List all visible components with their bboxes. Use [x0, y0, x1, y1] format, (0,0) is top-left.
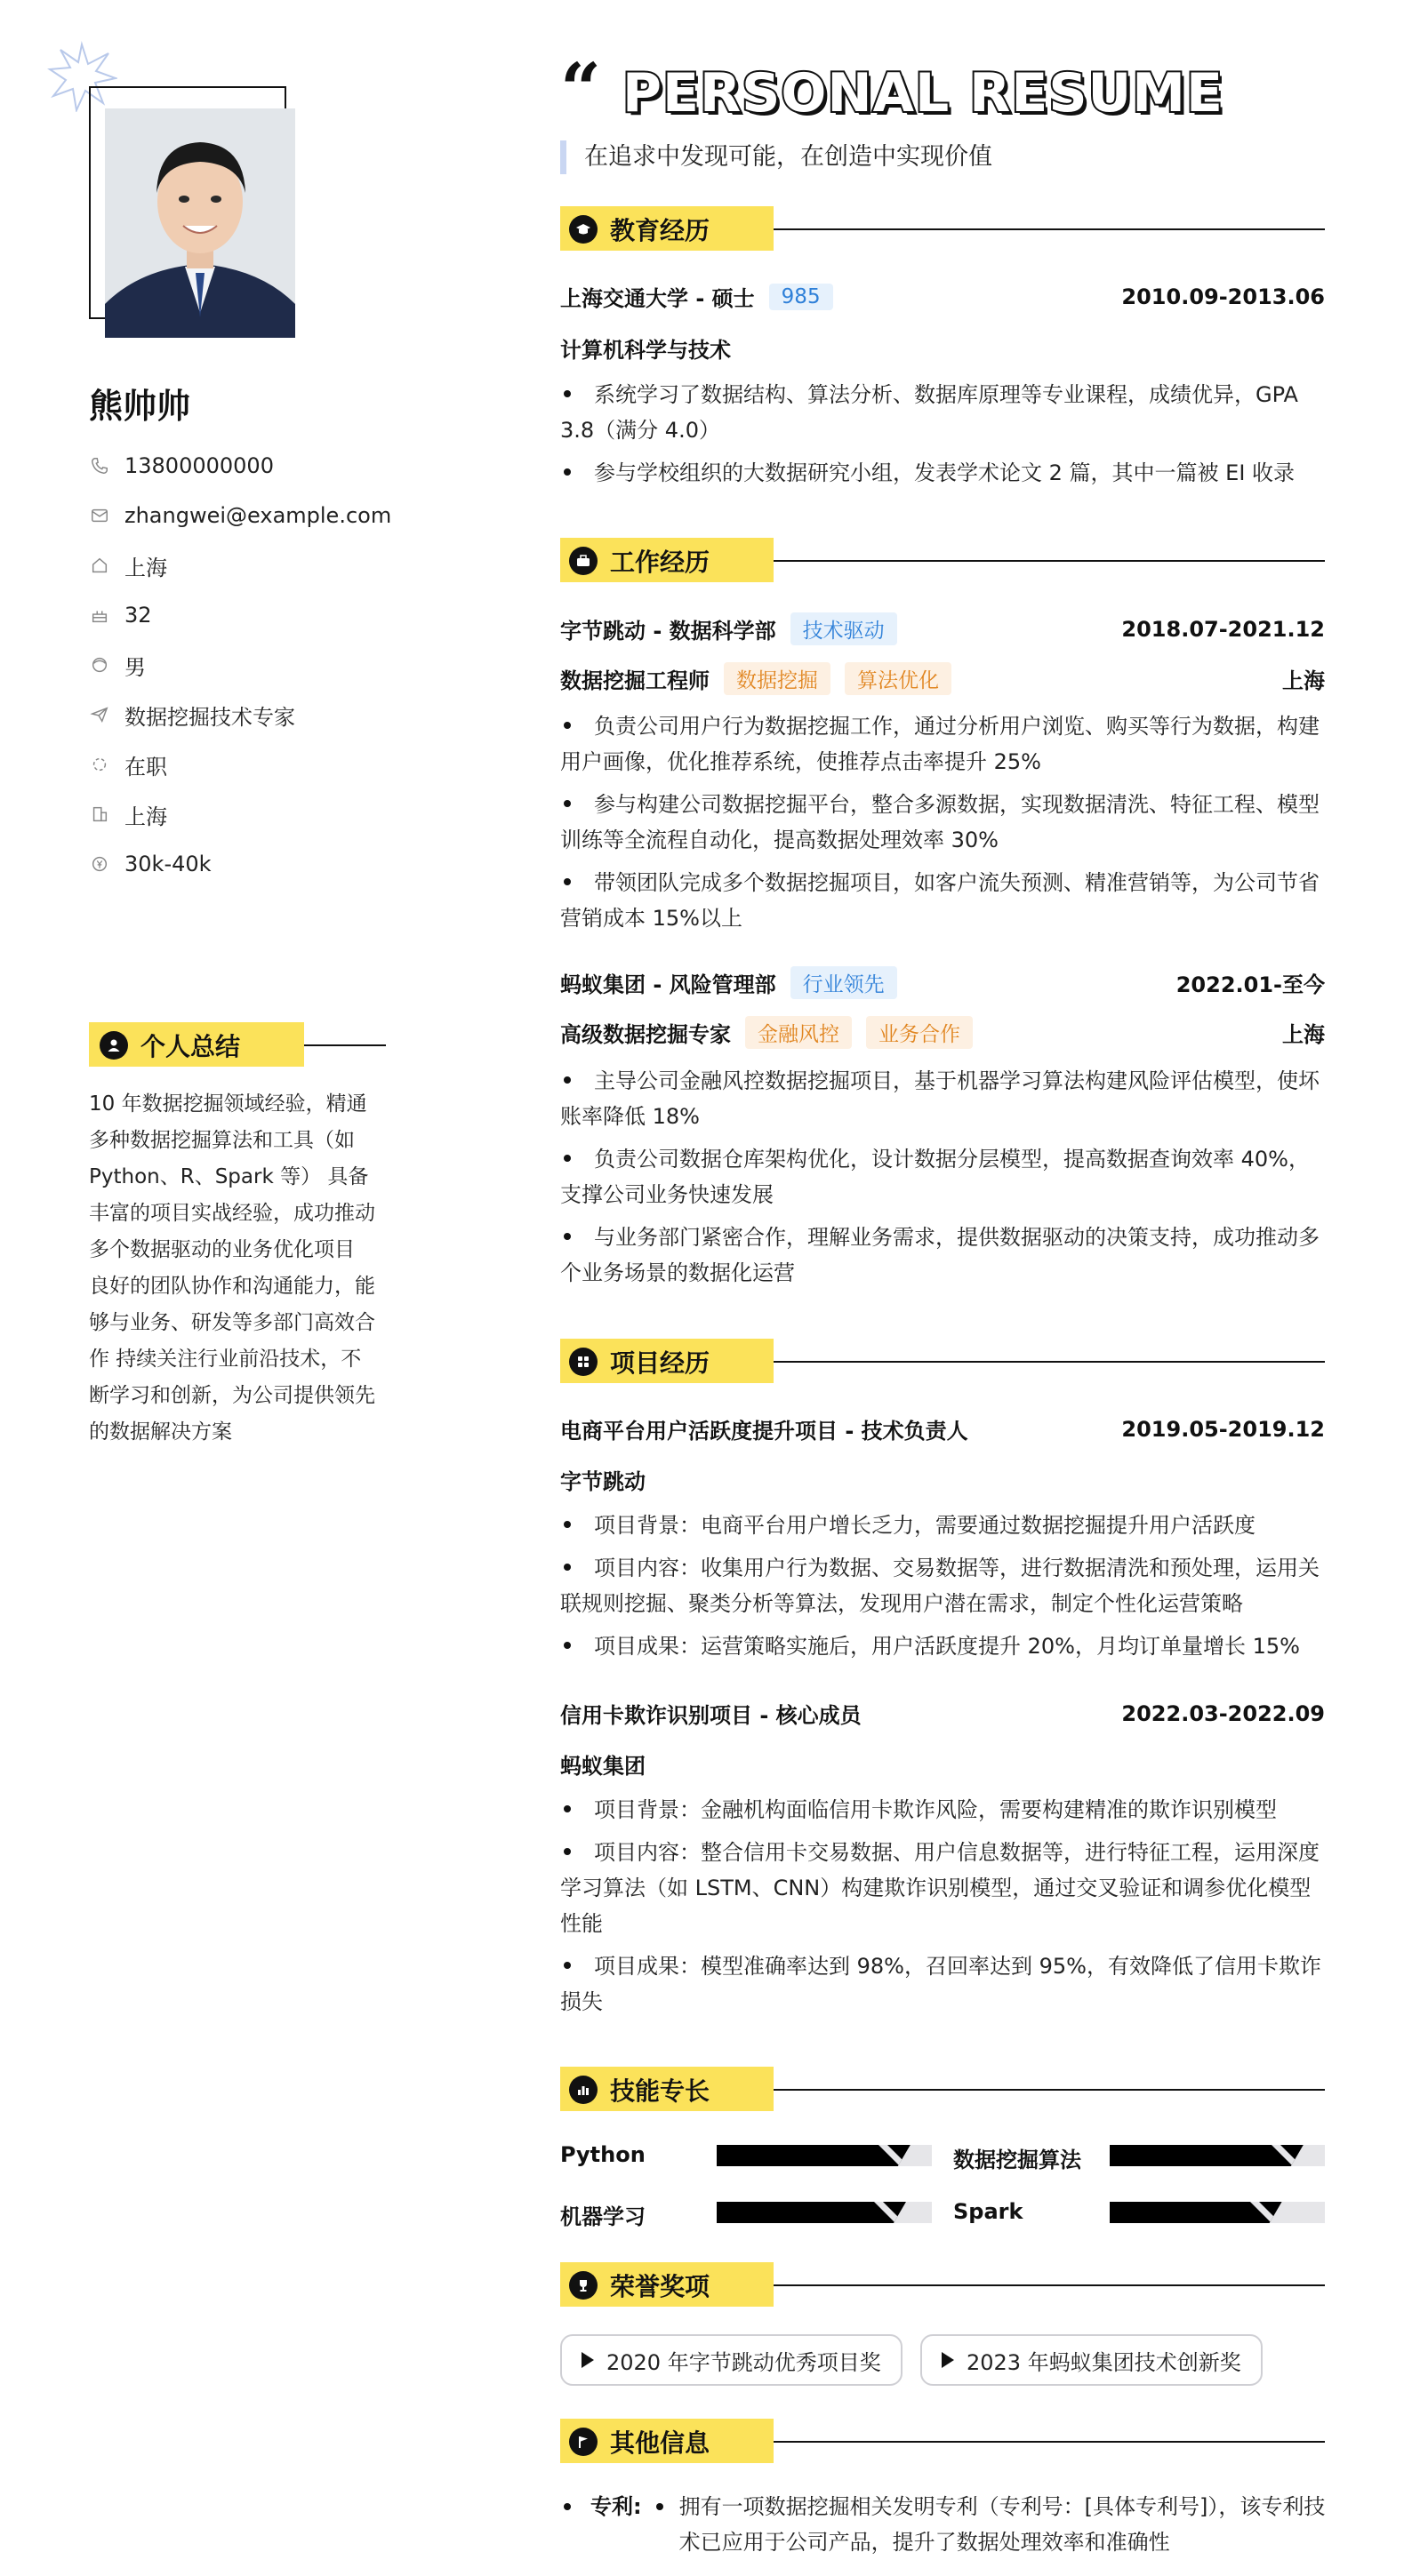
school-tag: 985 — [769, 284, 833, 310]
graduation-cap-icon — [569, 215, 598, 244]
work-section-header — [560, 538, 1325, 582]
job-2-city: 上海 — [1282, 1022, 1325, 1047]
list-item: 项目内容：收集用户行为数据、交易数据等，进行数据清洗和预处理，运用关联规则挖掘、聚类分析等算法，发现用户潜在需求，制定个性化运营策略 — [560, 1556, 1320, 1616]
job-2-tag: 行业领先 — [790, 966, 897, 999]
skill-1-fill — [717, 2145, 911, 2166]
list-item: 带领团队完成多个数据挖掘项目，如客户流失预测、精准营销等，为公司节省营销成本 15%以上 — [560, 870, 1320, 931]
list-item: 项目背景：金融机构面临信用卡欺诈风险，需要构建精准的欺诈识别模型 — [560, 1792, 1327, 1828]
project-1-bullets — [560, 1508, 1327, 1671]
yen-icon — [89, 853, 110, 875]
info-phone — [89, 441, 391, 491]
project-1-header — [560, 1413, 1325, 1444]
skill-1-name: Python — [560, 2142, 646, 2167]
project-2-date: 2022.03-2022.09 — [1121, 1700, 1325, 1726]
project-2-org: 蚂蚁集团 — [560, 1754, 646, 1779]
job-2-skill-2: 业务合作 — [866, 1016, 973, 1049]
list-item: 项目背景：电商平台用户增长乏力，需要通过数据挖掘提升用户活跃度 — [560, 1508, 1327, 1543]
job-2-role-row — [560, 1016, 1325, 1049]
briefcase-icon — [569, 547, 598, 575]
job-1-bullets — [560, 708, 1327, 943]
person-icon — [89, 654, 110, 676]
school-name: 上海交通大学 - 硕士 — [560, 286, 755, 311]
education-major: 计算机科学与技术 — [560, 338, 731, 363]
candidate-name: 熊帅帅 — [89, 387, 191, 426]
status-text: 在职 — [124, 754, 167, 780]
projects-section-header — [560, 1339, 1325, 1383]
skill-3-bar — [717, 2202, 932, 2223]
list-item: 负责公司用户行为数据挖掘工作，通过分析用户浏览、购买等行为数据，构建用户画像，优化推荐系统，使推荐点击率提升 25% — [560, 714, 1320, 774]
other-text: 拥有一项数据挖掘相关发明专利（专利号：[具体专利号]），该专利技术已应用于公司产品，提升了数据处理效率和准确性 — [678, 2494, 1326, 2555]
age-text: 32 — [124, 603, 152, 628]
skill-2-fill — [1110, 2145, 1304, 2166]
skills-section-header — [560, 2067, 1325, 2111]
cake-icon — [89, 604, 110, 626]
job-1-tag: 技术驱动 — [790, 612, 897, 645]
job-1-skill-1: 数据挖掘 — [724, 662, 830, 695]
city-text: 上海 — [124, 555, 167, 580]
profile-photo — [105, 108, 295, 338]
education-section-header — [560, 206, 1325, 251]
job-2-bullets — [560, 1063, 1327, 1298]
info-position — [89, 690, 391, 740]
phone-text: 13800000000 — [124, 453, 274, 478]
skill-2-name: 数据挖掘算法 — [953, 2148, 1081, 2172]
mail-icon — [89, 505, 110, 526]
contact-info — [89, 441, 391, 889]
other-title: 其他信息 — [610, 2428, 710, 2458]
motto: 在追求中发现可能，在创造中实现价值 — [560, 140, 992, 174]
info-email — [89, 491, 391, 540]
skill-1-bar — [717, 2145, 932, 2166]
award-1: 2020 年字节跳动优秀项目奖 — [560, 2334, 903, 2386]
awards-title: 荣誉奖项 — [610, 2272, 710, 2301]
summary-section-header — [89, 1022, 386, 1067]
other-info — [560, 2489, 1327, 2560]
award-2: 2023 年蚂蚁集团技术创新奖 — [920, 2334, 1263, 2386]
work-title: 工作经历 — [610, 548, 710, 577]
user-icon — [100, 1031, 128, 1060]
job-1-skill-2: 算法优化 — [845, 662, 951, 695]
list-item: 与业务部门紧密合作，理解业务需求，提供数据驱动的决策支持，成功推动多个业务场景的数据化运营 — [560, 1225, 1320, 1285]
gender-text: 男 — [124, 654, 146, 680]
projects-title: 项目经历 — [610, 1348, 710, 1378]
grid-icon — [569, 1348, 598, 1376]
resume-title: PERSONAL RESUME — [622, 62, 1223, 124]
skill-4-name: Spark — [953, 2199, 1023, 2224]
job-2-role: 高级数据挖掘专家 — [560, 1022, 731, 1047]
job-2-skill-1: 金融风控 — [745, 1016, 852, 1049]
education-title: 教育经历 — [610, 216, 710, 245]
info-work-city — [89, 789, 391, 839]
skill-3-name: 机器学习 — [560, 2204, 646, 2229]
job-2-header — [560, 966, 1325, 999]
info-status — [89, 740, 391, 789]
send-icon — [89, 704, 110, 725]
job-2-date: 2022.01-至今 — [1175, 972, 1325, 997]
project-1-name: 电商平台用户活跃度提升项目 - 技术负责人 — [560, 1419, 968, 1444]
list-item: 项目成果：模型准确率达到 98%，召回率达到 95%，有效降低了信用卡欺诈损失 — [560, 1954, 1321, 2014]
trophy-icon — [569, 2271, 598, 2300]
list-item: 项目成果：运营策略实施后，用户活跃度提升 20%，月均订单量增长 15% — [560, 1628, 1327, 1664]
summary-text: 10 年数据挖掘领域经验，精通多种数据挖掘算法和工具（如 Python、R、Spark 等） 具备丰富的项目实战经验，成功推动多个数据驱动的业务优化项目 良好的团队协作和沟通能力，能够与业务、研发等多部门高效合作 持续关注行业前沿技术，不断学习和创新，为公司提供领先的数据解决方案 — [89, 1092, 375, 1444]
skills-title: 技能专长 — [610, 2076, 710, 2106]
job-1-company: 字节跳动 - 数据科学部 — [560, 619, 776, 644]
project-2-name: 信用卡欺诈识别项目 - 核心成员 — [560, 1703, 862, 1728]
project-1-org: 字节跳动 — [560, 1469, 646, 1494]
other-label: 专利: — [590, 2494, 642, 2519]
work-city-text: 上海 — [124, 804, 167, 829]
project-2-bullets — [560, 1792, 1327, 2027]
job-2-company: 蚂蚁集团 - 风险管理部 — [560, 972, 776, 997]
education-row — [560, 281, 1325, 312]
quote-mark-icon: “ — [560, 47, 602, 131]
list-item: 项目内容：整合信用卡交易数据、用户信息数据等，进行特征工程，运用深度学习算法（如 LSTM、CNN）构建欺诈识别模型，通过交叉验证和调参优化模型性能 — [560, 1840, 1320, 1936]
job-1-role: 数据挖掘工程师 — [560, 668, 710, 693]
education-bullets — [560, 377, 1327, 498]
flag-icon — [569, 2428, 598, 2456]
info-gender — [89, 640, 391, 690]
info-salary — [89, 839, 391, 889]
job-1-date: 2018.07-2021.12 — [1121, 616, 1325, 642]
position-text: 数据挖掘技术专家 — [124, 704, 295, 730]
project-1-date: 2019.05-2019.12 — [1121, 1416, 1325, 1442]
info-city — [89, 540, 391, 590]
phone-icon — [89, 455, 110, 476]
skill-4-fill — [1110, 2202, 1282, 2223]
salary-text: 30k-40k — [124, 852, 212, 876]
list-item: 参与学校组织的大数据研究小组，发表学术论文 2 篇，其中一篇被 EI 收录 — [560, 455, 1327, 491]
education-date: 2010.09-2013.06 — [1121, 284, 1325, 309]
play-icon — [942, 2352, 954, 2368]
list-item: 参与构建公司数据挖掘平台，整合多源数据，实现数据清洗、特征工程、模型训练等全流程自动化，提高数据处理效率 30% — [560, 792, 1320, 852]
info-age — [89, 590, 391, 640]
other-section-header — [560, 2419, 1325, 2463]
project-2-header — [560, 1698, 1325, 1729]
list-item: 负责公司数据仓库架构优化，设计数据分层模型，提高数据查询效率 40%，支撑公司业务快速发展 — [560, 1147, 1310, 1207]
bar-chart-icon — [569, 2076, 598, 2104]
email-text: zhangwei@example.com — [124, 503, 392, 528]
awards-section-header — [560, 2262, 1325, 2307]
job-1-header — [560, 612, 1325, 645]
play-icon — [582, 2352, 594, 2368]
home-icon — [89, 555, 110, 576]
status-icon — [89, 754, 110, 775]
summary-title: 个人总结 — [140, 1032, 241, 1061]
list-item: 系统学习了数据结构、算法分析、数据库原理等专业课程，成绩优异，GPA 3.8（满分 4.0） — [560, 382, 1298, 443]
job-1-role-row — [560, 662, 1325, 695]
skill-2-bar — [1110, 2145, 1325, 2166]
skill-3-fill — [717, 2202, 906, 2223]
job-1-city: 上海 — [1282, 668, 1325, 693]
list-item: 主导公司金融风控数据挖掘项目，基于机器学习算法构建风险评估模型，使坏账率降低 18% — [560, 1068, 1320, 1129]
building-icon — [89, 804, 110, 825]
skill-4-bar — [1110, 2202, 1325, 2223]
